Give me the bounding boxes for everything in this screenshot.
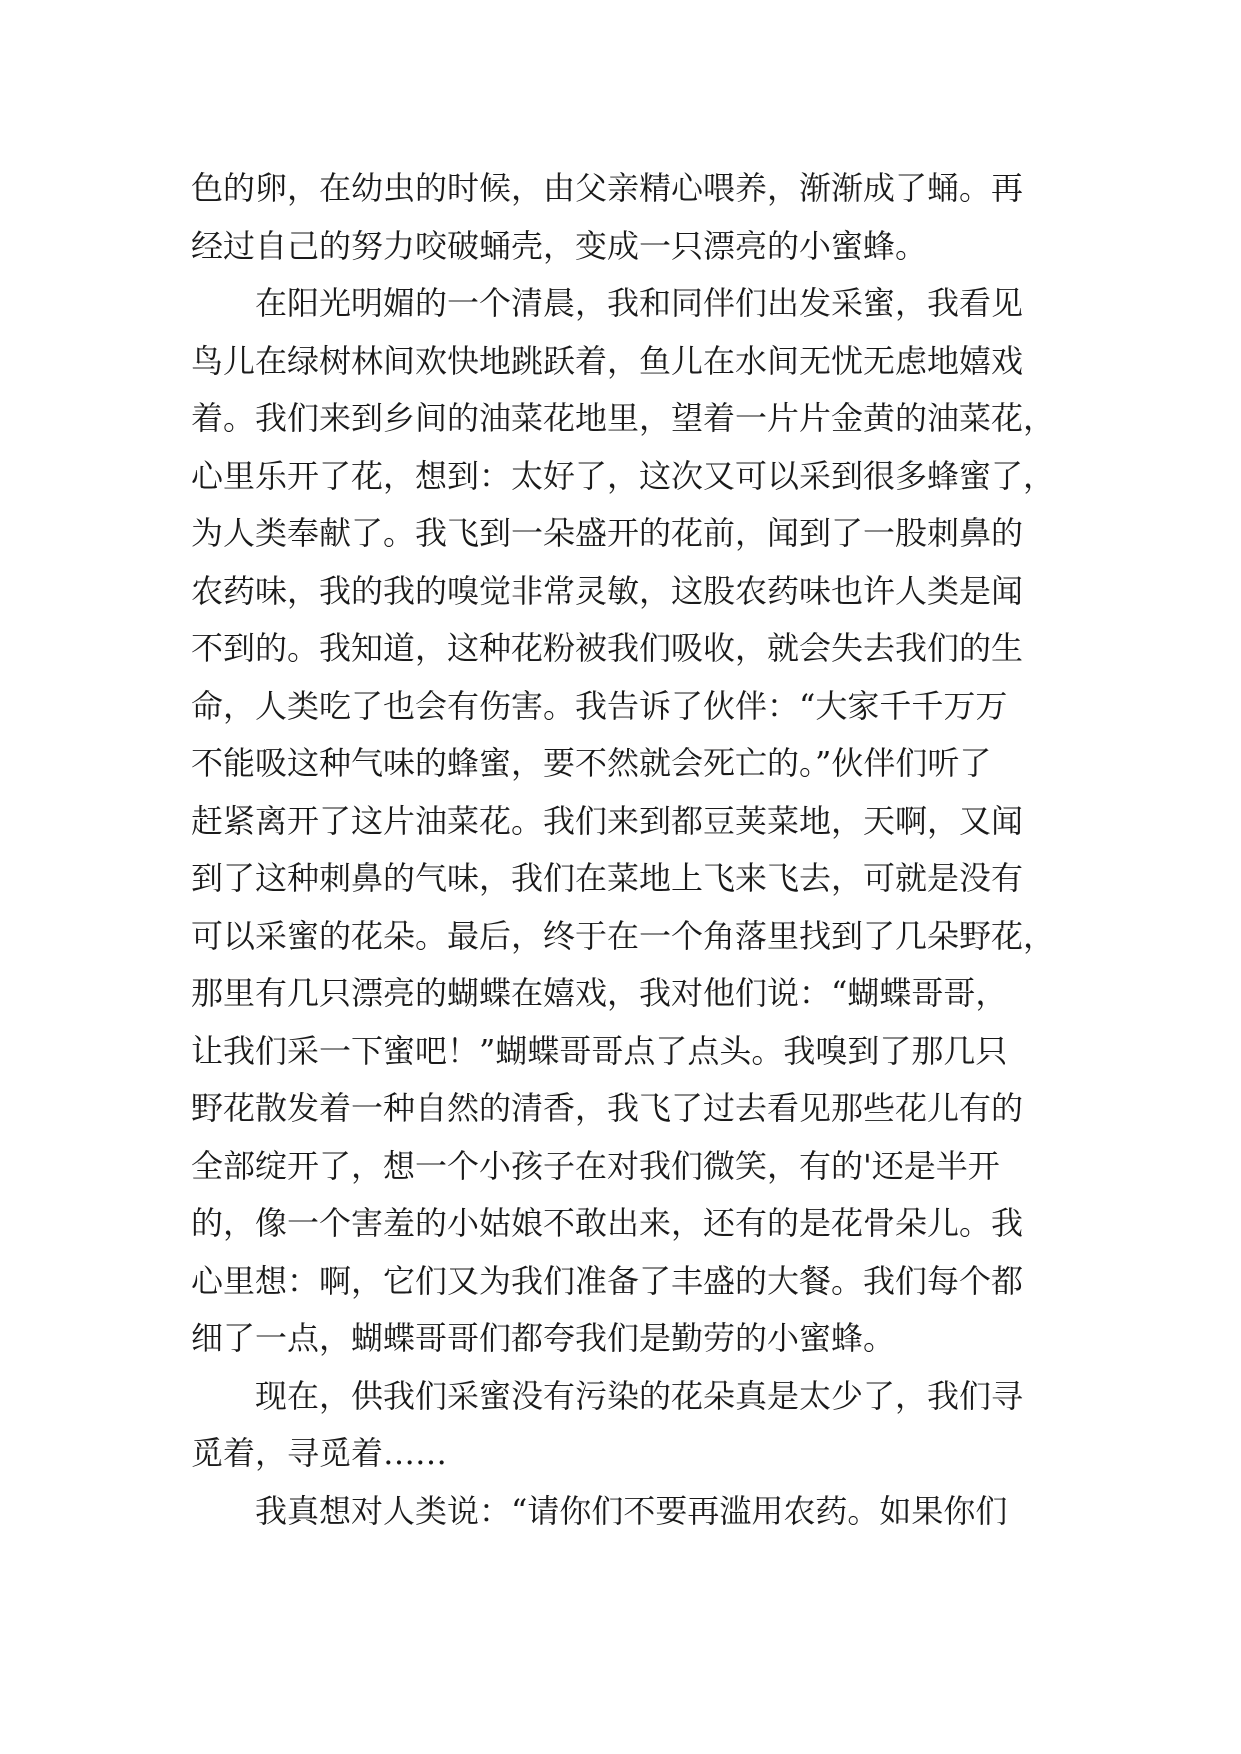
text-line: 那里有几只漂亮的蝴蝶在嬉戏，我对他们说：“蝴蝶哥哥， xyxy=(191,974,1008,1012)
text-line: 农药味，我的我的嗅觉非常灵敏，这股农药味也许人类是闻 xyxy=(191,571,1024,610)
text-line: 心里想：啊，它们又为我们准备了丰盛的大餐。我们每个都 xyxy=(191,1261,1024,1300)
text-line: 命，人类吃了也会有伤害。我告诉了伙伴：“大家千千万万 xyxy=(191,686,1008,725)
text-line: 觅着，寻觅着…… xyxy=(191,1434,448,1472)
text-line: 的，像一个害羞的小姑娘不敢出来，还有的是花骨朵儿。我 xyxy=(191,1204,1024,1242)
text-line: 鸟儿在绿树林间欢快地跳跃着，鱼儿在水间无忧无虑地嬉戏 xyxy=(191,341,1024,380)
text-line: 可以采蜜的花朵。最后，终于在一个角落里找到了几朵野花， xyxy=(191,916,1056,955)
text-line: 全部绽开了，想一个小孩子在对我们微笑，有的'还是半开 xyxy=(191,1146,1000,1185)
text-line: 现在，供我们采蜜没有污染的花朵真是太少了，我们寻 xyxy=(255,1376,1024,1415)
text-line: 心里乐开了花，想到：太好了，这次又可以采到很多蜂蜜了， xyxy=(191,456,1056,495)
text-line: 着。我们来到乡间的油菜花地里，望着一片片金黄的油菜花， xyxy=(191,399,1056,437)
text-line: 为人类奉献了。我飞到一朵盛开的花前，闻到了一股刺鼻的 xyxy=(191,514,1024,552)
text-line: 让我们采一下蜜吧！”蝴蝶哥哥点了点头。我嗅到了那几只 xyxy=(191,1031,1008,1070)
text-line: 在阳光明媚的一个清晨，我和同伴们出发采蜜，我看见 xyxy=(255,284,1024,322)
text-line: 经过自己的努力咬破蛹壳，变成一只漂亮的小蜜蜂。 xyxy=(191,226,928,265)
text-line: 我真想对人类说：“请你们不要再滥用农药。如果你们 xyxy=(255,1491,1008,1530)
body-text xyxy=(191,160,1056,1540)
text-line: 不能吸这种气味的蜂蜜，要不然就会死亡的。”伙伴们听了 xyxy=(191,744,992,782)
text-line: 野花散发着一种自然的清香，我飞了过去看见那些花儿有的 xyxy=(191,1089,1024,1127)
text-line: 色的卵，在幼虫的时候，由父亲精心喂养，渐渐成了蛹。再 xyxy=(191,169,1024,207)
text-line: 赶紧离开了这片油菜花。我们来到都豆荚菜地，天啊，又闻 xyxy=(191,801,1024,840)
text-line: 细了一点，蝴蝶哥哥们都夸我们是勤劳的小蜜蜂。 xyxy=(191,1319,896,1357)
text-line: 不到的。我知道，这种花粉被我们吸收，就会失去我们的生 xyxy=(191,629,1024,667)
text-line: 到了这种刺鼻的气味，我们在菜地上飞来飞去，可就是没有 xyxy=(191,859,1024,897)
